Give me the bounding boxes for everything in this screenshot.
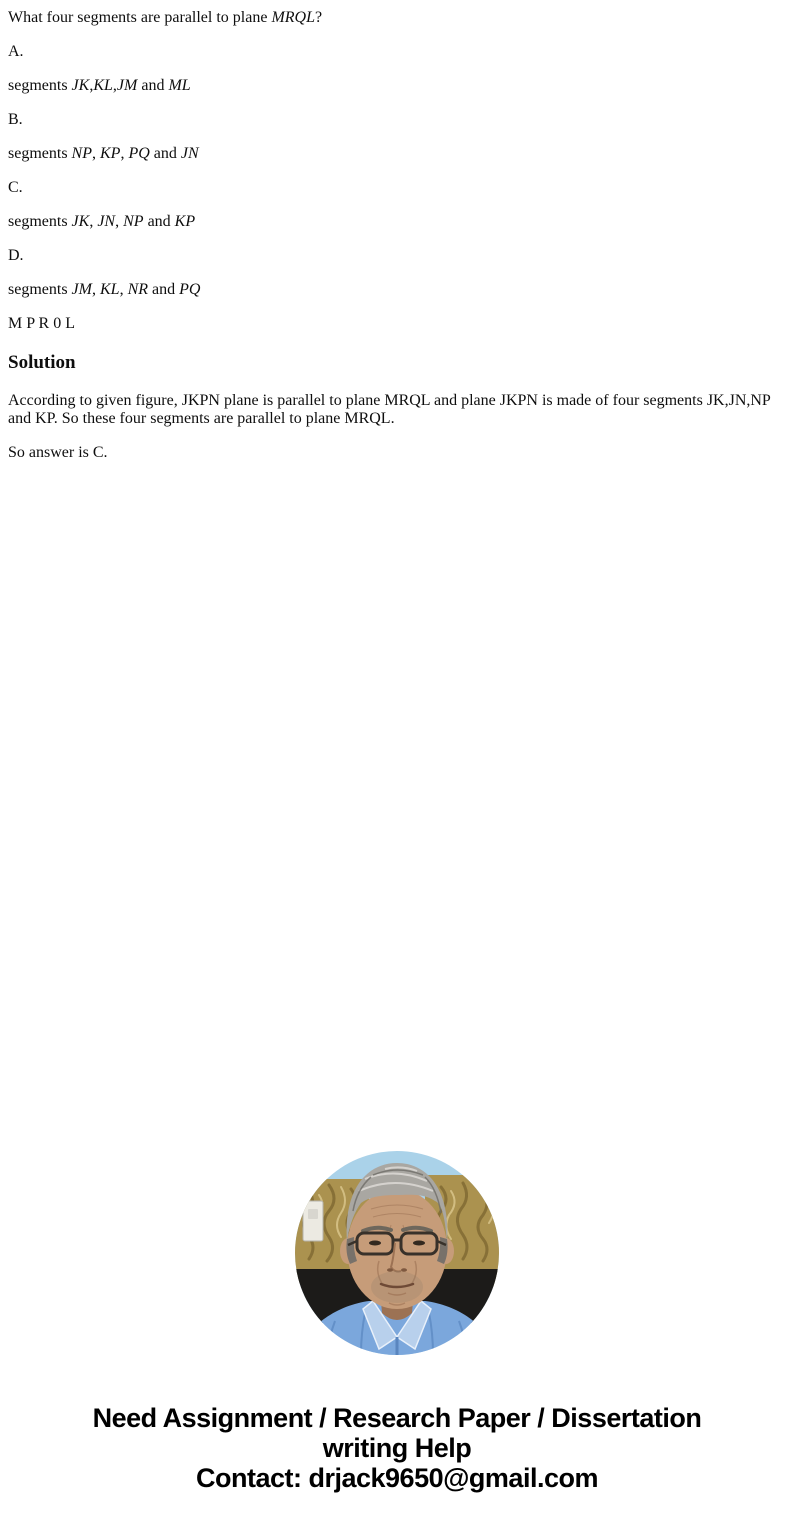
segment-name: MRQL <box>271 9 316 26</box>
text-run: segments <box>8 145 72 162</box>
segment-name: KP <box>100 145 121 162</box>
option-b-text <box>8 145 786 163</box>
switch-button <box>308 1209 318 1219</box>
text-run: , <box>112 77 117 94</box>
text-run: and <box>143 213 175 230</box>
right-eye <box>413 1241 425 1246</box>
segment-name: NR <box>127 281 149 298</box>
text-run: , <box>91 281 100 298</box>
text-run: , <box>120 145 129 162</box>
segment-name: PQ <box>128 145 150 162</box>
segment-name: JM <box>116 77 138 94</box>
option-a-label: A. <box>8 43 24 60</box>
option-b-label: B. <box>8 111 23 128</box>
footer-banner <box>0 1403 794 1493</box>
left-eye <box>369 1241 381 1246</box>
segment-name: NP <box>71 145 92 162</box>
segment-name: ML <box>168 77 191 94</box>
text-run: ? <box>315 9 323 26</box>
text-run: and <box>149 145 181 162</box>
segment-name: NP <box>123 213 144 230</box>
option-c-label: C. <box>8 179 23 196</box>
option-d-text <box>8 281 786 299</box>
figure-label: M P R 0 L <box>8 315 75 332</box>
portrait-svg <box>295 1151 499 1355</box>
left-nostril <box>387 1268 393 1272</box>
segment-name: JM <box>71 281 92 298</box>
question-text <box>8 9 786 27</box>
text-run: , <box>119 281 128 298</box>
footer-contact-email: Contact: drjack9650@gmail.com <box>196 1463 598 1493</box>
text-run: segments <box>8 77 72 94</box>
segment-name: JK <box>71 213 90 230</box>
segment-name: KP <box>174 213 196 230</box>
segment-name: JK <box>71 77 90 94</box>
text-run: , <box>92 145 100 162</box>
wall-switch-plate <box>303 1201 323 1241</box>
text-run: What four segments are parallel to plane <box>8 9 272 26</box>
solution-answer: So answer is C. <box>8 444 108 461</box>
text-run: segments <box>8 281 72 298</box>
segment-name: PQ <box>179 281 201 298</box>
segment-name: KL <box>93 77 113 94</box>
option-a-text <box>8 77 786 95</box>
segment-name: KL <box>99 281 120 298</box>
option-c-text <box>8 213 786 231</box>
option-d-label: D. <box>8 247 24 264</box>
footer-line-1: Need Assignment / Research Paper / Dissertation <box>92 1403 702 1433</box>
tutor-photo <box>295 1151 499 1355</box>
right-nostril <box>401 1268 407 1272</box>
segment-name: JN <box>97 213 116 230</box>
text-run: , <box>115 213 124 230</box>
solution-body: According to given figure, JKPN plane is parallel to plane MRQL and plane JKPN is made of four segments JK,JN,NP and KP. So these four segments are parallel to plane MRQL. <box>8 392 771 427</box>
footer-line-2: writing Help <box>322 1433 472 1463</box>
text-run: and <box>137 77 169 94</box>
text-run: segments <box>8 213 72 230</box>
text-run: , <box>89 213 98 230</box>
text-run: , <box>89 77 94 94</box>
text-run: and <box>148 281 180 298</box>
solution-heading: Solution <box>8 352 76 373</box>
segment-name: JN <box>180 145 199 162</box>
question-document <box>0 0 794 462</box>
